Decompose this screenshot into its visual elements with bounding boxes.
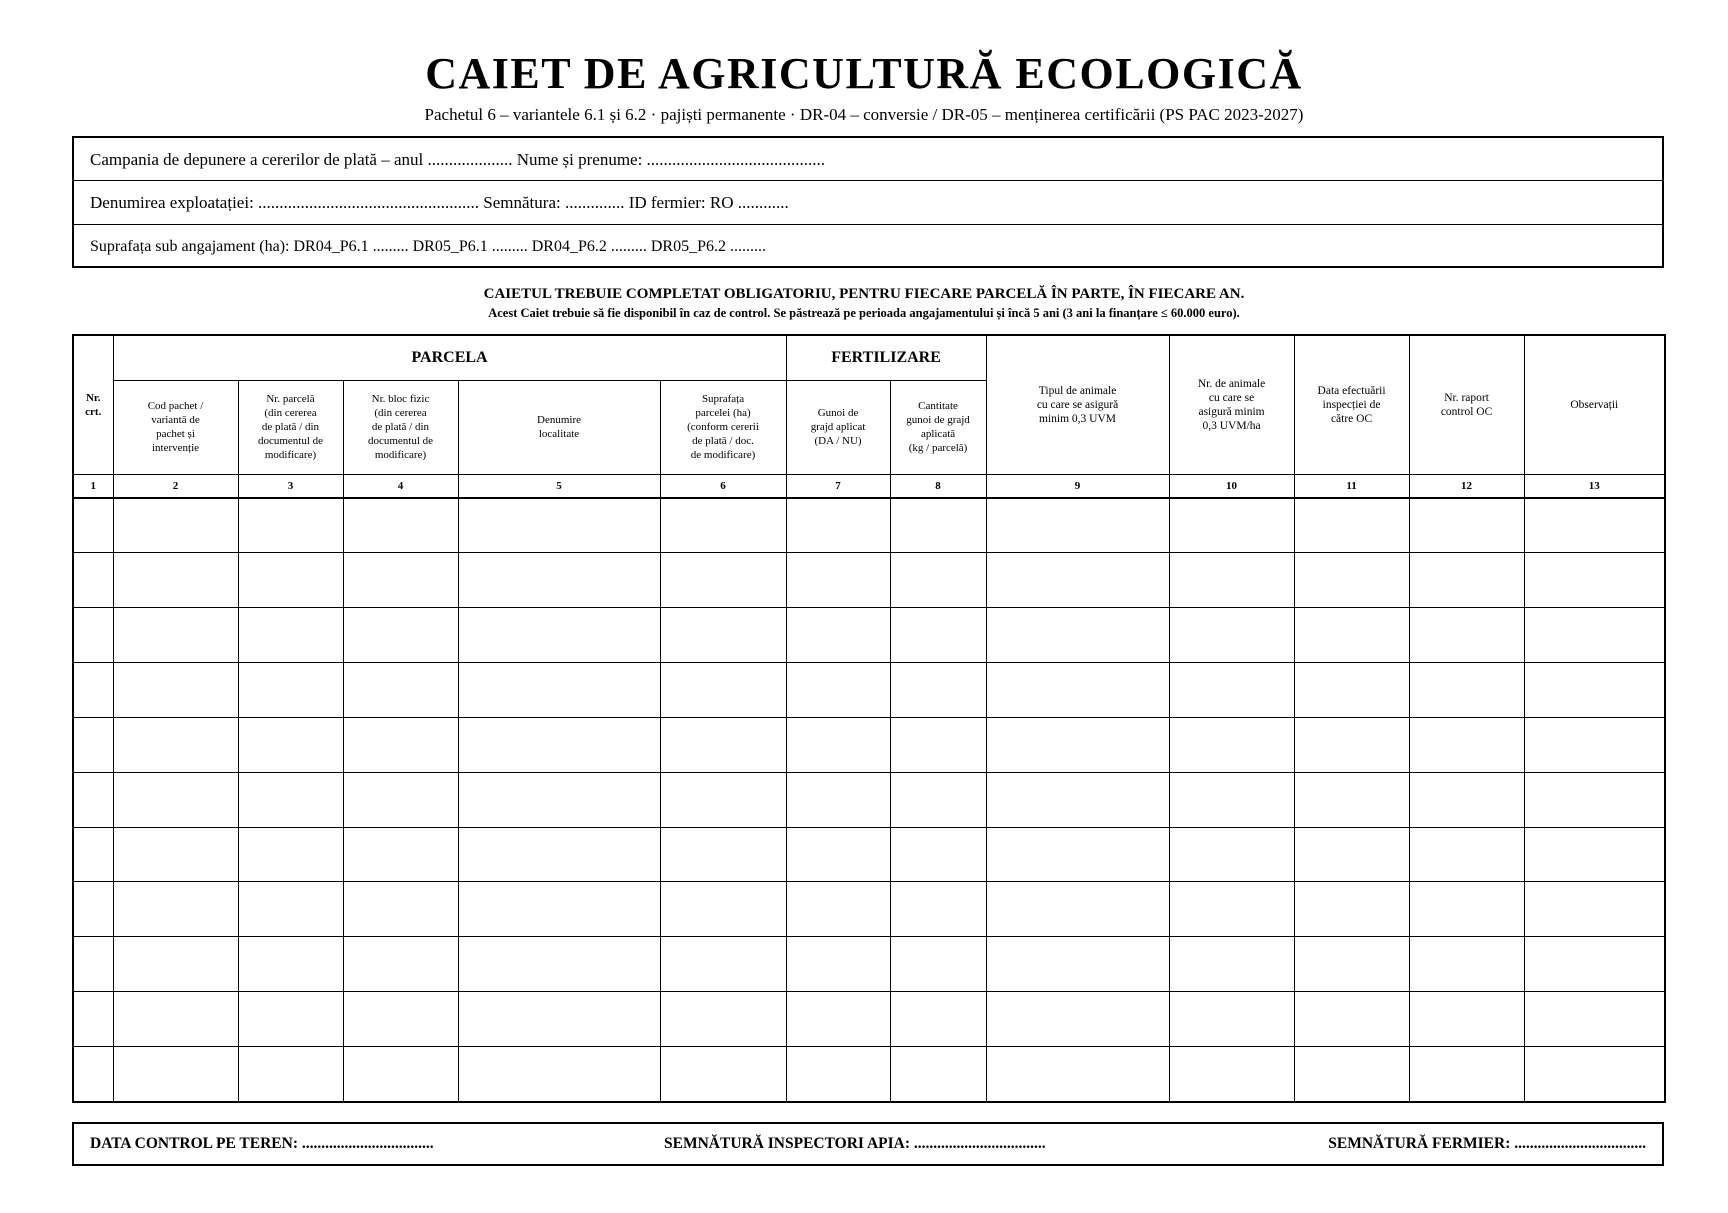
column-number: 7 (786, 475, 890, 498)
table-cell[interactable] (1524, 992, 1665, 1047)
table-row (73, 1046, 1665, 1102)
column-number: 3 (238, 475, 343, 498)
table-cell[interactable] (1294, 827, 1409, 882)
column-header-13 (1524, 335, 1665, 475)
table-cell[interactable] (786, 717, 890, 772)
table-cell[interactable] (660, 772, 786, 827)
table-cell[interactable] (73, 937, 113, 992)
table-cell[interactable] (113, 663, 238, 718)
table-row (73, 937, 1665, 992)
table-cell[interactable] (238, 882, 343, 937)
table-cell[interactable] (1294, 992, 1409, 1047)
table-cell[interactable] (986, 992, 1169, 1047)
table-cell[interactable] (1169, 498, 1294, 553)
table-cell[interactable] (113, 992, 238, 1047)
table-cell[interactable] (343, 937, 458, 992)
table-cell[interactable] (660, 937, 786, 992)
table-cell[interactable] (1294, 553, 1409, 608)
table-cell[interactable] (73, 1046, 113, 1102)
table-cell[interactable] (786, 992, 890, 1047)
table-cell[interactable] (113, 772, 238, 827)
table-cell[interactable] (73, 882, 113, 937)
column-header-label: Cantitate gunoi de grajd aplicată (kg / parcelă) (906, 400, 970, 455)
table-cell[interactable] (986, 827, 1169, 882)
table-cell[interactable] (1169, 553, 1294, 608)
column-header-label: Nr. parcelă (din cererea de plată / din documentul de modificare) (257, 393, 324, 462)
table-cell[interactable] (238, 937, 343, 992)
table-cell[interactable] (890, 717, 986, 772)
table-cell[interactable] (458, 608, 660, 663)
table-cell[interactable] (1294, 937, 1409, 992)
table-cell[interactable] (458, 498, 660, 553)
column-header-1 (73, 335, 113, 475)
table-cell[interactable] (113, 1046, 238, 1102)
table-cell[interactable] (660, 498, 786, 553)
table-cell[interactable] (986, 663, 1169, 718)
table-cell[interactable] (1169, 827, 1294, 882)
column-header-label: Tipul de animale cu care se asigură minim 0,3 UVM (1036, 385, 1119, 426)
column-header-8 (890, 380, 986, 474)
table-cell[interactable] (1409, 498, 1524, 553)
column-number: 11 (1294, 475, 1409, 498)
table-cell[interactable] (660, 1046, 786, 1102)
table-cell[interactable] (1294, 663, 1409, 718)
table-cell[interactable] (458, 663, 660, 718)
table-cell[interactable] (1294, 498, 1409, 553)
table-cell[interactable] (890, 553, 986, 608)
table-cell[interactable] (890, 992, 986, 1047)
table-cell[interactable] (458, 882, 660, 937)
table-cell[interactable] (238, 827, 343, 882)
table-cell[interactable] (1409, 882, 1524, 937)
table-cell[interactable] (238, 1046, 343, 1102)
table-cell[interactable] (113, 553, 238, 608)
table-row (73, 608, 1665, 663)
table-cell[interactable] (238, 663, 343, 718)
table-cell[interactable] (890, 937, 986, 992)
table-cell[interactable] (343, 1046, 458, 1102)
table-cell[interactable] (660, 882, 786, 937)
table-row (73, 827, 1665, 882)
signature-footer (72, 1122, 1664, 1166)
table-cell[interactable] (1294, 717, 1409, 772)
table-cell[interactable] (1409, 608, 1524, 663)
table-cell[interactable] (1409, 827, 1524, 882)
table-cell[interactable] (1169, 882, 1294, 937)
column-number: 9 (986, 475, 1169, 498)
table-cell[interactable] (660, 608, 786, 663)
table-cell[interactable] (1409, 663, 1524, 718)
table-cell[interactable] (786, 882, 890, 937)
table-cell[interactable] (986, 498, 1169, 553)
table-cell[interactable] (113, 937, 238, 992)
table-cell[interactable] (786, 1046, 890, 1102)
table-cell[interactable] (786, 937, 890, 992)
table-cell[interactable] (1409, 553, 1524, 608)
table-cell[interactable] (1409, 937, 1524, 992)
table-cell[interactable] (238, 992, 343, 1047)
column-header-label: Observații (1570, 399, 1619, 412)
table-cell[interactable] (1524, 937, 1665, 992)
column-header-label: Cod pachet / variantă de pachet și intervenție (147, 400, 204, 455)
table-cell[interactable] (786, 772, 890, 827)
table-cell[interactable] (343, 498, 458, 553)
table-cell[interactable] (458, 772, 660, 827)
retention-note: Acest Caiet trebuie să fie disponibil în caz de control. Se păstrează pe perioada angajamentului și încă 5 ani (3 ani la finanțare ≤ 60.000 euro). (488, 306, 1240, 320)
table-cell[interactable] (73, 663, 113, 718)
table-cell[interactable] (786, 827, 890, 882)
column-number: 10 (1169, 475, 1294, 498)
column-header-11 (1294, 335, 1409, 475)
table-cell[interactable] (1169, 1046, 1294, 1102)
column-header-7 (786, 380, 890, 474)
column-header-9 (986, 335, 1169, 475)
group-header-fertilizare: FERTILIZARE (786, 335, 986, 380)
table-cell[interactable] (986, 882, 1169, 937)
column-number: 13 (1524, 475, 1665, 498)
table-cell[interactable] (1524, 772, 1665, 827)
table-cell[interactable] (1524, 717, 1665, 772)
table-cell[interactable] (660, 553, 786, 608)
table-cell[interactable] (1169, 992, 1294, 1047)
field-inspectors-signature: SEMNĂTURĂ INSPECTORI APIA: .................................. (664, 1135, 1046, 1152)
column-header-label: Nr. crt. (85, 392, 102, 419)
column-header-12 (1409, 335, 1524, 475)
table-cell[interactable] (458, 937, 660, 992)
table-cell[interactable] (890, 498, 986, 553)
column-number: 4 (343, 475, 458, 498)
info-line-farm-signature-id: Denumirea exploatației: .................................................... Semnătura: .............. ID fermier: RO ............ (74, 181, 1662, 224)
column-header-3 (238, 380, 343, 474)
column-header-6 (660, 380, 786, 474)
table-cell[interactable] (73, 992, 113, 1047)
column-header-4 (343, 380, 458, 474)
table-row (73, 498, 1665, 553)
table-cell[interactable] (1524, 827, 1665, 882)
column-header-label: Suprafața parcelei (ha) (conform cererii de plată / doc. de modificare) (687, 393, 759, 462)
farmer-info-box (72, 136, 1664, 268)
table-cell[interactable] (458, 827, 660, 882)
column-header-10 (1169, 335, 1294, 475)
table-cell[interactable] (1524, 498, 1665, 553)
table-row (73, 663, 1665, 718)
table-cell[interactable] (660, 827, 786, 882)
table-cell[interactable] (73, 608, 113, 663)
table-cell[interactable] (1524, 608, 1665, 663)
column-header-label: Denumire localitate (537, 414, 581, 441)
column-number-row (73, 475, 1665, 498)
parcel-record-table (72, 334, 1666, 1103)
table-cell[interactable] (458, 1046, 660, 1102)
column-number: 12 (1409, 475, 1524, 498)
table-cell[interactable] (986, 553, 1169, 608)
table-body (73, 498, 1665, 1102)
column-number: 6 (660, 475, 786, 498)
info-line-area-commitment: Suprafața sub angajament (ha): DR04_P6.1 ......... DR05_P6.1 ......... DR04_P6.2 ......... DR05_P6.2 ......... (90, 237, 766, 255)
table-cell[interactable] (986, 1046, 1169, 1102)
table-cell[interactable] (1524, 553, 1665, 608)
table-row (73, 772, 1665, 827)
column-number: 5 (458, 475, 660, 498)
table-cell[interactable] (1409, 992, 1524, 1047)
column-number: 8 (890, 475, 986, 498)
table-cell[interactable] (113, 882, 238, 937)
table-cell[interactable] (986, 608, 1169, 663)
table-cell[interactable] (73, 498, 113, 553)
table-cell[interactable] (238, 608, 343, 663)
column-header-label: Data efectuării inspecției de către OC (1317, 385, 1386, 426)
table-cell[interactable] (113, 717, 238, 772)
table-cell[interactable] (1409, 1046, 1524, 1102)
table-cell[interactable] (343, 717, 458, 772)
table-cell[interactable] (343, 553, 458, 608)
table-cell[interactable] (343, 772, 458, 827)
table-cell[interactable] (343, 992, 458, 1047)
column-header-label: Nr. raport control OC (1440, 392, 1493, 419)
table-row (73, 882, 1665, 937)
table-cell[interactable] (1169, 663, 1294, 718)
table-cell[interactable] (458, 717, 660, 772)
table-cell[interactable] (458, 553, 660, 608)
table-cell[interactable] (1524, 1046, 1665, 1102)
table-cell[interactable] (890, 608, 986, 663)
table-row (73, 553, 1665, 608)
table-cell[interactable] (238, 553, 343, 608)
document-subtitle: Pachetul 6 – variantele 6.1 și 6.2 · pajiști permanente · DR-04 – conversie / DR-05 – menținerea certificării (PS PAC 2023-2027) (424, 105, 1304, 124)
table-cell[interactable] (238, 772, 343, 827)
table-cell[interactable] (343, 882, 458, 937)
table-cell[interactable] (1169, 772, 1294, 827)
table-cell[interactable] (73, 772, 113, 827)
table-cell[interactable] (1524, 663, 1665, 718)
column-header-label: Gunoi de grajd aplicat (DA / NU) (810, 407, 866, 448)
mandatory-note: CAIETUL TREBUIE COMPLETAT OBLIGATORIU, PENTRU FIECARE PARCELĂ ÎN PARTE, ÎN FIECARE AN. (483, 286, 1245, 302)
table-cell[interactable] (890, 772, 986, 827)
table-cell[interactable] (113, 498, 238, 553)
table-cell[interactable] (238, 717, 343, 772)
table-cell[interactable] (343, 663, 458, 718)
table-cell[interactable] (1169, 717, 1294, 772)
table-cell[interactable] (786, 663, 890, 718)
table-cell[interactable] (1294, 1046, 1409, 1102)
table-cell[interactable] (113, 608, 238, 663)
table-cell[interactable] (660, 992, 786, 1047)
table-cell[interactable] (458, 992, 660, 1047)
table-cell[interactable] (113, 827, 238, 882)
table-cell[interactable] (786, 498, 890, 553)
document-title: CAIET DE AGRICULTURĂ ECOLOGICĂ (425, 49, 1303, 98)
table-cell[interactable] (986, 772, 1169, 827)
table-cell[interactable] (1294, 882, 1409, 937)
field-farmer-signature: SEMNĂTURĂ FERMIER: .................................. (1328, 1135, 1646, 1152)
table-cell[interactable] (1524, 882, 1665, 937)
table-cell[interactable] (786, 608, 890, 663)
table-cell[interactable] (890, 882, 986, 937)
table-cell[interactable] (660, 663, 786, 718)
group-header-parcela: PARCELA (113, 335, 786, 380)
column-header-label: Nr. de animale cu care se asigură minim 0,3 UVM/ha (1197, 378, 1266, 433)
table-cell[interactable] (890, 827, 986, 882)
table-cell[interactable] (73, 553, 113, 608)
table-cell[interactable] (343, 608, 458, 663)
table-cell[interactable] (660, 717, 786, 772)
table-cell[interactable] (1169, 608, 1294, 663)
table-cell[interactable] (73, 717, 113, 772)
column-header-5 (458, 380, 660, 474)
table-cell[interactable] (1409, 772, 1524, 827)
info-line-campaign-name: Campania de depunere a cererilor de plată – anul .................... Nume și prenume: .......................................... (74, 138, 1662, 181)
field-control-date: DATA CONTROL PE TEREN: .................................. (90, 1135, 434, 1152)
table-cell[interactable] (1169, 937, 1294, 992)
table-row (73, 717, 1665, 772)
table-cell[interactable] (1409, 717, 1524, 772)
column-header-2 (113, 380, 238, 474)
table-cell[interactable] (1294, 772, 1409, 827)
table-cell[interactable] (890, 663, 986, 718)
table-cell[interactable] (1294, 608, 1409, 663)
table-cell[interactable] (786, 553, 890, 608)
column-number: 2 (113, 475, 238, 498)
table-cell[interactable] (890, 1046, 986, 1102)
table-row (73, 992, 1665, 1047)
table-cell[interactable] (986, 717, 1169, 772)
table-cell[interactable] (986, 937, 1169, 992)
table-cell[interactable] (343, 827, 458, 882)
column-header-label: Nr. bloc fizic (din cererea de plată / din documentul de modificare) (367, 393, 434, 462)
table-cell[interactable] (73, 827, 113, 882)
column-number: 1 (73, 475, 113, 498)
table-cell[interactable] (238, 498, 343, 553)
